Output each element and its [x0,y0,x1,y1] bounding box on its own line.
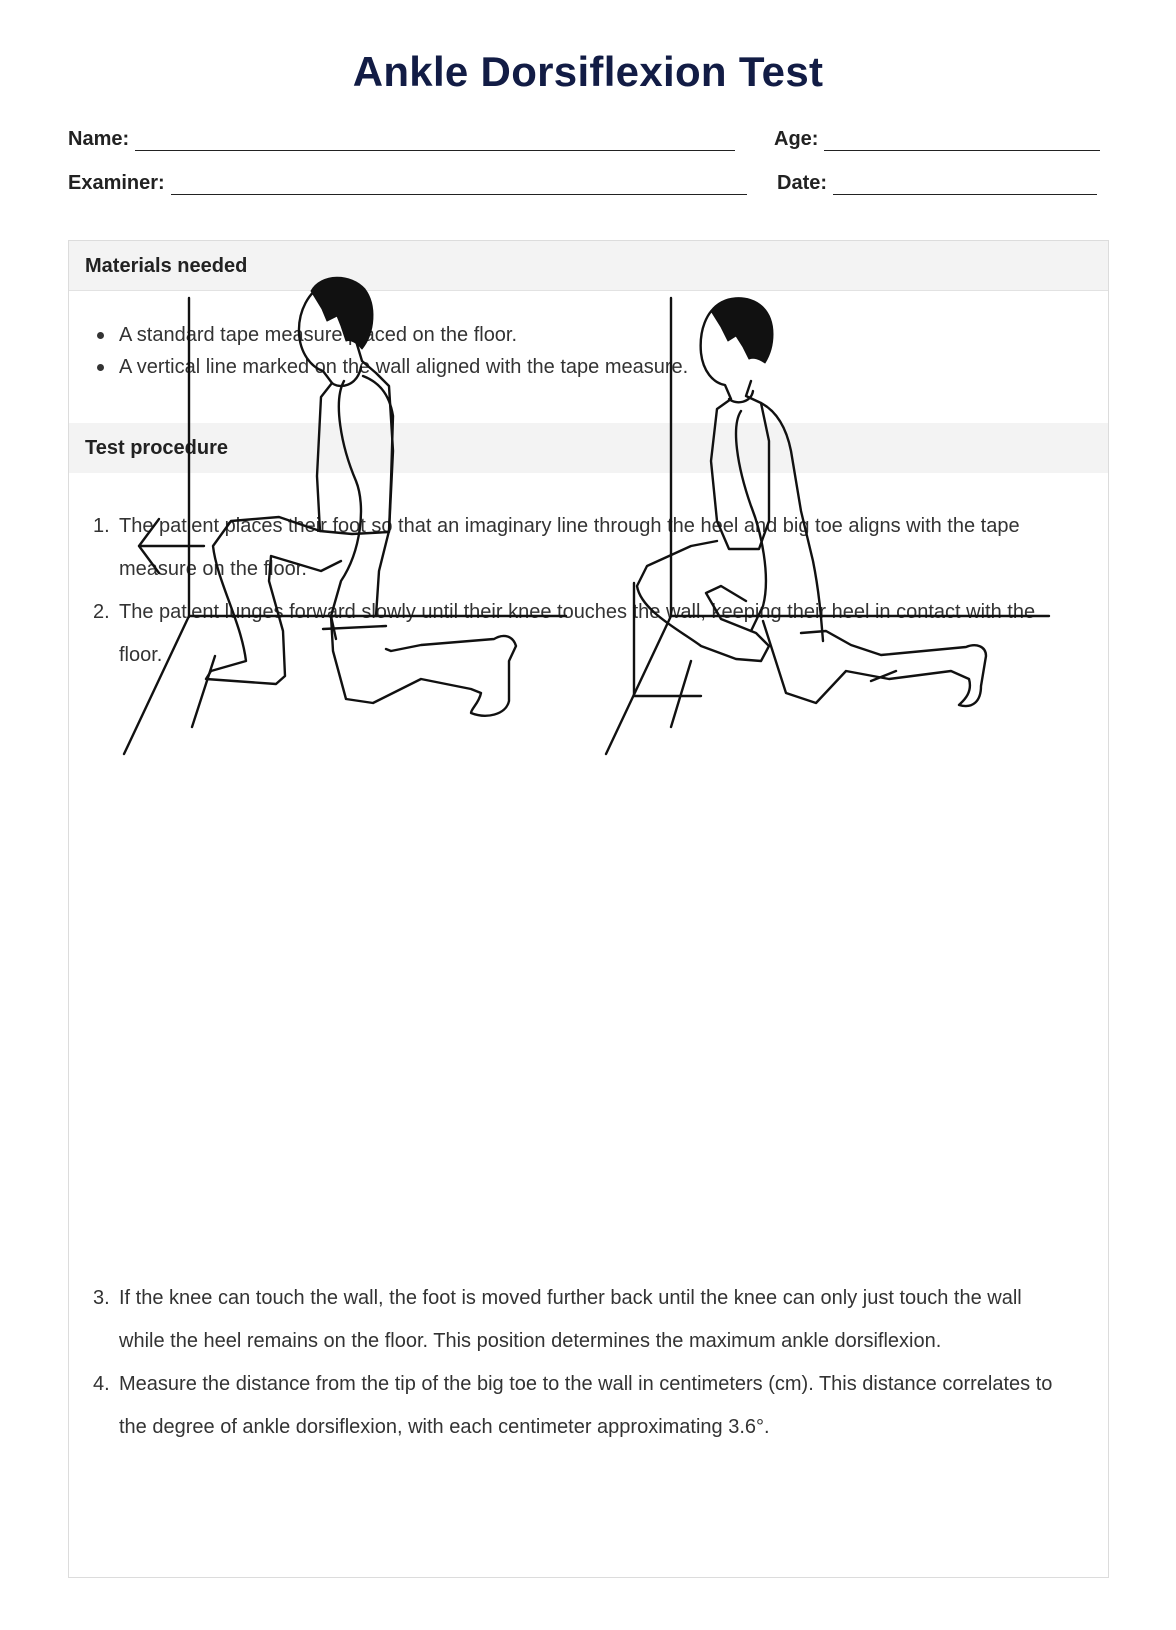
patient-info-row [68,128,1108,156]
left-figure-person [206,285,516,716]
step-text: If the knee can touch the wall, the foot is moved further back until the knee can only just touch the wall while the heel remains on the floor. This position determines the maximum ankle dorsiflexion. [119,1287,1022,1352]
step-number: 3. [93,1287,110,1309]
list-item: A vertical line marked on the wall aligned with the tape measure. [119,351,688,383]
step-number: 1. [93,515,110,537]
examiner-line[interactable] [171,172,747,195]
age-line[interactable] [824,128,1100,151]
date-label: Date: [777,172,828,194]
step-text: The patient places their foot so that an imaginary line through the heel and big toe aligns with the tape measure on the floor. [119,515,1020,580]
name-line[interactable] [135,128,735,151]
step-text: Measure the distance from the tip of the big toe to the wall in centimeters (cm). This distance correlates to the degree of ankle dorsiflexion, with each centimeter approximating 3.6°. [119,1373,1053,1438]
date-field[interactable] [777,172,1097,195]
step-text: The patient lunges forward slowly until their knee touches the wall, keeping their heel in contact with the floor. [119,601,1036,666]
list-item [69,1277,1069,1363]
list-item [69,1363,1069,1449]
age-label: Age: [774,128,819,150]
step-number: 4. [93,1373,110,1395]
procedure-steps-bottom [69,1277,1069,1449]
left-figure-wall [124,298,566,754]
examiner-info-row [68,172,1108,200]
name-field[interactable] [68,128,735,151]
date-line[interactable] [833,172,1097,195]
right-figure-wall [606,298,1049,754]
page-title: Ankle Dorsiflexion Test [352,48,824,95]
arrow-left-icon [139,519,204,573]
step-number: 2. [93,601,110,623]
lunge-illustration [69,241,1109,761]
materials-heading: Materials needed [69,241,1108,291]
procedure-heading: Test procedure [69,423,1108,473]
right-figure-hair [711,298,773,363]
list-item: A standard tape measure placed on the floor. [119,319,688,351]
left-figure-hair [311,277,373,349]
name-label: Name: [68,128,130,150]
examiner-label: Examiner: [68,172,165,194]
examiner-field[interactable] [68,172,747,195]
age-field[interactable] [774,128,1100,151]
test-panel [68,240,1109,1578]
right-figure-person [637,303,986,706]
